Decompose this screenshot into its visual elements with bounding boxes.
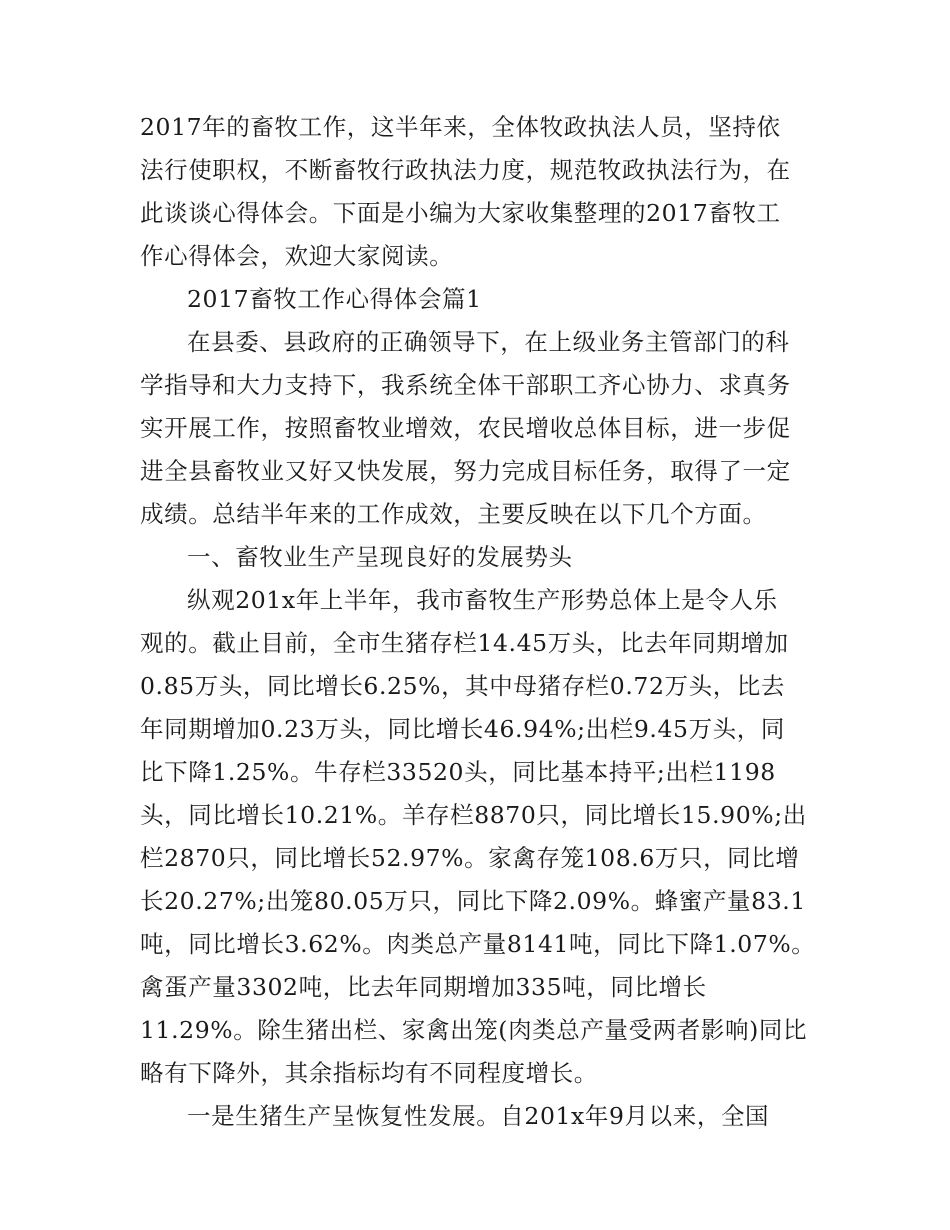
text-line: 禽蛋产量3302吨，比去年同期增加335吨，同比增长 [140,973,707,1001]
text-line: 比下降1.25%。牛存栏33520头，同比基本持平;出栏1198 [140,758,776,786]
text-line: 在县委、县政府的正确领导下，在上级业务主管部门的科 [187,328,790,356]
text-line: 2017年的畜牧工作，这半年来，全体牧政执法人员，坚持依 [140,113,781,141]
text-line: 一是生猪生产呈恢复性发展。自201x年9月以来，全国 [187,1102,770,1130]
text-line: 此谈谈心得体会。下面是小编为大家收集整理的2017畜牧工 [140,199,781,227]
text-line: 栏2870只，同比增长52.97%。家禽存笼108.6万只，同比增 [140,844,800,872]
text-line: 成绩。总结半年来的工作成效，主要反映在以下几个方面。 [140,500,767,528]
text-line: 法行使职权，不断畜牧行政执法力度，规范牧政执法行为，在 [140,156,791,184]
text-line: 头，同比增长10.21%。羊存栏8870只，同比增长15.90%;出 [140,801,807,829]
text-line: 纵观201x年上半年，我市畜牧生产形势总体上是令人乐 [187,586,778,614]
document-body [140,106,820,1138]
text-line: 年同期增加0.23万头，同比增长46.94%;出栏9.45万头，同 [140,715,785,743]
text-line: 进全县畜牧业又好又快发展，努力完成目标任务，取得了一定 [140,457,791,485]
section-heading: 一、畜牧业生产呈现良好的发展势头 [187,543,573,571]
text-line: 11.29%。除生猪出栏、家禽出笼(肉类总产量受两者影响)同比 [140,1016,808,1044]
section-heading: 2017畜牧工作心得体会篇1 [187,285,482,313]
text-line: 学指导和大力支持下，我系统全体干部职工齐心协力、求真务 [140,371,791,399]
text-line: 0.85万头，同比增长6.25%，其中母猪存栏0.72万头，比去 [140,672,786,700]
text-line: 实开展工作，按照畜牧业增效，农民增收总体目标，进一步促 [140,414,791,442]
text-line: 略有下降外，其余指标均有不同程度增长。 [140,1059,598,1087]
text-line: 长20.27%;出笼80.05万只，同比下降2.09%。蜂蜜产量83.1 [140,887,806,915]
text-line: 作心得体会，欢迎大家阅读。 [140,242,454,270]
text-line: 观的。截止目前，全市生猪存栏14.45万头，比去年同期增加 [140,629,789,657]
text-line: 吨，同比增长3.62%。肉类总产量8141吨，同比下降1.07%。 [140,930,816,958]
